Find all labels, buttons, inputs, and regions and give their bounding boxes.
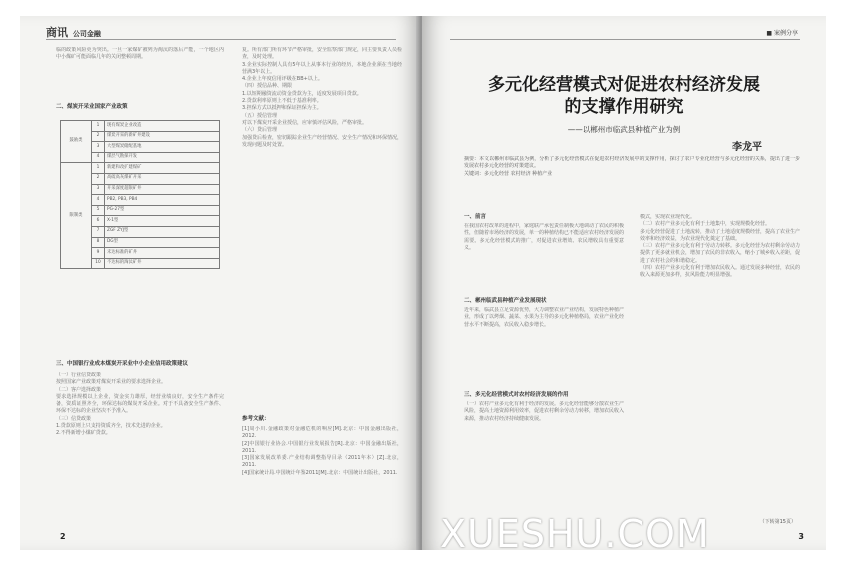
- table-content-cell: 开采深度超限矿井: [105, 184, 220, 195]
- table-content-cell: X-1型: [105, 216, 220, 227]
- right-col2-body: 模式，实现农业现代化。 （二）农村产业多元化有利于土地集中，实现规模化经营。 多元化经营促进了土地流转，推动了土地适度规模经营，提高了农业生产效率和经济效益，为农业现代化奠定了基础。 （三）农村产业多元化有利于劳动力转移。多元化经营为农村剩余劳动力提供了更多就业机会，增加了农民的非农收入，缩小了城乡收入差距，促进了农村社会的和谐稳定。 （四）农村产业多元化有利于增加农民收入。通过发展多种经营，农民的收入来源更加多样，抗风险能力明显增强。: [640, 214, 800, 279]
- left-page: [20, 16, 420, 550]
- right-page: [422, 16, 826, 550]
- table-index-cell: 1: [92, 163, 105, 174]
- table-content-cell: 新建和改扩建煤矿: [105, 163, 220, 174]
- references-list: [1]周小川.金融政策对金融危机的响应[M].北京：中国金融出版社，2012. [2]中国银行业协会.中国银行业发展报告[R].北京：中国金融出版社，2011. [3]国家发展改革委.产业结构调整指导目录（2011年本）[Z].北京，2011. [4]国家统计局.中国统计年鉴2011[M].北京：中国统计出版社，2011.: [242, 426, 402, 476]
- table-index-cell: 9: [92, 248, 105, 259]
- left-top-text: 临的政策风险更为突出。一旦一家煤矿被列为淘汰的落后产能，一个地区内中小煤矿可能面临几年的关闭整顿周期。: [56, 47, 224, 61]
- sec3-body: （一）农村产业多元化有利于经济的发展。多元化经营能够分散农业生产风险，提高土地资源利用效率，促进农村剩余劳动力转移，增加农民收入来源，推动农村经济持续健康发展。: [464, 401, 624, 422]
- sec1-body: 在我国农村改革的进程中，家庭联产承包责任制极大地调动了农民的积极性，但随着市场经济的发展，单一的种植结构已不能适应农村经济发展的需要。多元化经营模式的推广，对促进农业增效、农民增收具有重要意义。: [464, 223, 624, 251]
- table-category-cell: 鼓励类: [61, 121, 92, 163]
- sec1-title: 一、前言: [464, 214, 487, 220]
- table-index-cell: 2: [92, 131, 105, 142]
- sec2-title: 二、郴州临武县种植产业发展现状: [464, 298, 547, 304]
- table-index-cell: 10: [92, 258, 105, 269]
- table-index-cell: 2: [92, 173, 105, 184]
- right-page-header: [766, 28, 798, 37]
- table-content-cell: 煤炭开采的新矿井建设: [105, 131, 220, 142]
- table-content-cell: 高硫高灰煤矿开采: [105, 173, 220, 184]
- header-mark-icon: ■: [766, 30, 773, 37]
- table-content-cell: 煤层气勘探开发: [105, 152, 220, 163]
- sec2-body: 近年来，临武县立足资源优势，大力调整农业产业结构，发展特色种植产业，形成了以烤烟、蔬菜、水果为主导的多元化种植格局，农业产业化经营水平不断提高，农民收入稳步增长。: [464, 307, 624, 328]
- magazine-spread: [20, 16, 826, 550]
- table-content-cell: 未达标准的矿井: [105, 248, 220, 259]
- table-content-cell: PG-27型: [105, 205, 220, 216]
- table-content-cell: 不达标的淘汰矿井: [105, 258, 220, 269]
- left-page-number: 2: [60, 532, 66, 541]
- table-content-cell: PB2, PB3, PB4: [105, 195, 220, 206]
- table-index-cell: 7: [92, 226, 105, 237]
- table-content-cell: 大型煤炭储配基地: [105, 142, 220, 153]
- table-category-cell: 限制类: [61, 163, 92, 269]
- table-row: [61, 163, 220, 174]
- table-index-cell: 3: [92, 184, 105, 195]
- table-index-cell: 3: [92, 142, 105, 153]
- table-content-cell: 现有煤炭企业改造: [105, 121, 220, 132]
- article-subtitle: ——以郴州市临武县种植产业为例: [567, 125, 681, 134]
- article-title-line-1: 多元化经营模式对促进农村经济发展: [488, 75, 760, 95]
- table-index-cell: 4: [92, 195, 105, 206]
- header-brand: 商讯: [46, 26, 68, 39]
- left-col1-body: （一）行业信贷政策 按照国家产业政策对煤炭开采业的要求选择企业。 （二）客户选择政策 要求选择规模以上企业，资金实力雄厚，经营业绩良好，安全生产条件完备，资质证照齐全，环保达标的煤炭开采企业。对于不具备安全生产条件、环保不达标的企业坚决不予准入。 （三）信贷政策 1.贷款原则上只支持资质齐全，技术先进的企业。 2.不得新增小煤矿贷款。: [56, 372, 224, 437]
- industry-policy-table: [60, 120, 220, 269]
- table-index-cell: 8: [92, 237, 105, 248]
- left-page-header: [46, 24, 101, 40]
- right-page-number: 3: [798, 532, 804, 541]
- article-author: 李龙平: [732, 142, 762, 153]
- article-title-line-2: 的支撑作用研究: [564, 97, 684, 117]
- left-section-2-title: 三、中国银行业成本煤炭开采业中小企业信用政策建议: [56, 361, 189, 367]
- left-col2-body: 复。所有部门所有环节严格审批，安全监察部门规定，同主要负责人员检查，及时处理。 3.企业实际控制人具有5年以上从事本行业的经历，本地企业须在当地经营满3年以上。 4.企业上年度信用评级在BB+以上。 （四）授信品种、期限 1.以短期融资流动资金贷款为主，适度发展项目贷款。 2.贷款利率原则上不低于基准利率。 3.担保方式以抵押和保证担保为主。 （五）授信管理 对以下煤炭开采企业授信，应审慎评估风险，严格审批。 （六）贷后管理 加强贷后检查，密切跟踪企业生产经营情况、安全生产情况和环保情况，发现问题及时处置。: [242, 47, 402, 148]
- references-title: 参考文献：: [242, 416, 270, 422]
- table-index-cell: 6: [92, 216, 105, 227]
- article-abstract: 摘要：本文以郴州市临武县为例，分析了多元化经营模式在促进农村经济发展中的支撑作用，探讨了农户专业化经营与多元化经营的关系，提出了进一步发展农村多元化经营的对策建议。 关键词：多元化经营 农村经济 种植产业: [464, 156, 800, 177]
- header-label: 案例分享: [773, 30, 798, 37]
- table-index-cell: 1: [92, 121, 105, 132]
- left-section-1-title: 二、煤炭开采业国家产业政策: [56, 104, 128, 110]
- continued-note: （下转第15页）: [759, 519, 796, 525]
- table-content-cell: DG型: [105, 237, 220, 248]
- table-row: [61, 121, 220, 132]
- table-content-cell: ZGF ZYJ型: [105, 226, 220, 237]
- table-index-cell: 4: [92, 152, 105, 163]
- header-rule: [46, 39, 396, 40]
- right-header-rule: [450, 39, 800, 40]
- watermark: XUESHU.COM: [440, 512, 710, 556]
- header-section: 公司金融: [72, 30, 101, 38]
- table-index-cell: 5: [92, 205, 105, 216]
- sec3-title: 三、多元化经营模式对农村经济发展的作用: [464, 392, 569, 398]
